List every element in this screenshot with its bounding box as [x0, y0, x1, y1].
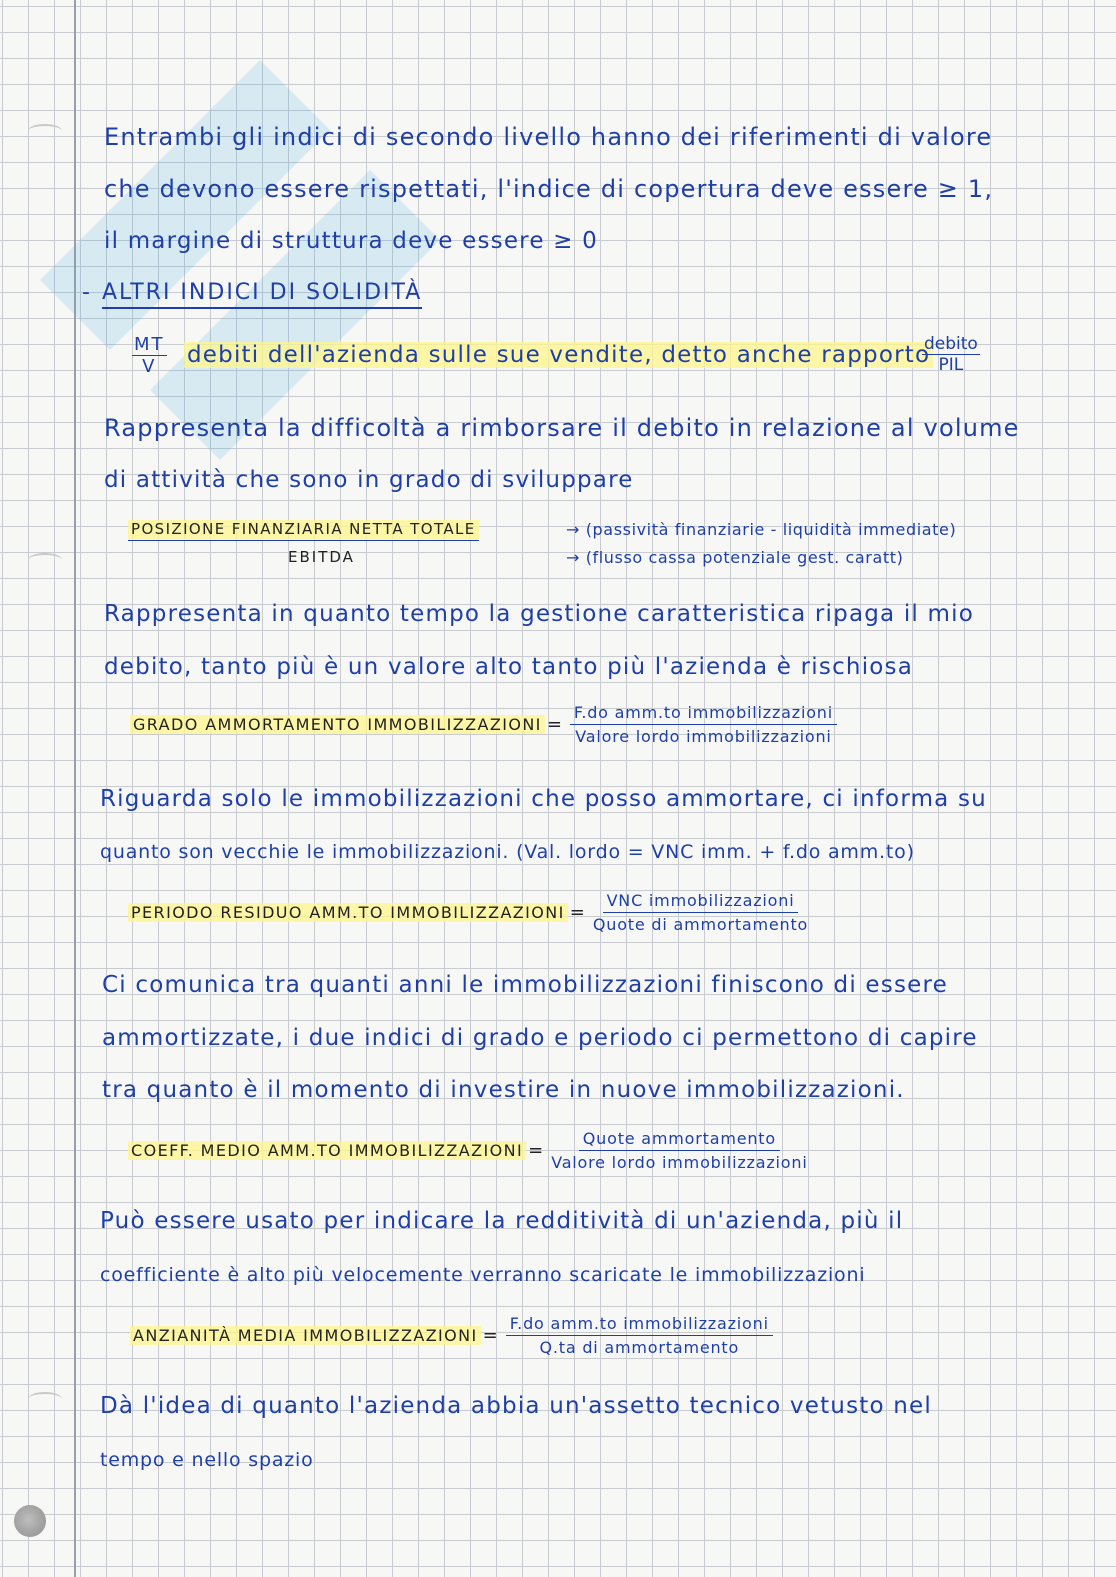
annotation-note: → (flusso cassa potenziale gest. caratt) — [566, 548, 904, 567]
heading-dash: - — [82, 280, 92, 305]
highlighted-text: debiti dell'azienda sulle sue vendite, detto anche rapporto — [184, 342, 933, 368]
punch-hole — [14, 1505, 46, 1537]
text-line — [184, 342, 933, 368]
text-line: Entrambi gli indici di secondo livello hanno dei riferimenti di valore — [104, 123, 993, 151]
fraction-denominator: Quote di ammortamento — [592, 915, 809, 934]
formula-label: COEFF. MEDIO AMM.TO IMMOBILIZZAZIONI — [128, 1141, 526, 1160]
fraction-denominator: V — [142, 356, 157, 377]
text-line: Riguarda solo le immobilizzazioni che posso ammortare, ci informa su — [100, 786, 987, 812]
formula-label: GRADO AMMORTAMENTO IMMOBILIZZAZIONI — [130, 715, 545, 734]
equals-sign: = — [546, 714, 562, 735]
text-line: Dà l'idea di quanto l'azienda abbia un'assetto tecnico vetusto nel — [100, 1393, 932, 1419]
heading-title: ALTRI INDICI DI SOLIDITÀ — [102, 280, 422, 309]
formula-label: PERIODO RESIDUO AMM.TO IMMOBILIZZAZIONI — [128, 903, 568, 922]
text-line: ammortizzate, i due indici di grado e periodo ci permettono di capire — [102, 1025, 978, 1051]
fraction-numerator: debito — [924, 334, 978, 354]
text-line: Ci comunica tra quanti anni le immobilizzazioni finiscono di essere — [102, 972, 949, 998]
formula-pfn-denominator: EBITDA — [288, 548, 355, 566]
fraction-numerator: F.do amm.to immobilizzazioni — [570, 703, 837, 725]
text-line: che devono essere rispettati, l'indice di copertura deve essere ≥ 1, — [104, 175, 994, 203]
formula-coeff-medio — [128, 1129, 808, 1172]
annotation-note: → (passività finanziarie - liquidità immediate) — [566, 520, 957, 539]
section-heading — [82, 280, 422, 305]
text-line: tempo e nello spazio — [100, 1449, 314, 1471]
formula-anzianita-media — [130, 1314, 773, 1357]
equals-sign: = — [482, 1325, 498, 1346]
fraction-debito-pil — [922, 334, 980, 375]
text-line: Rappresenta la difficoltà a rimborsare il debito in relazione al volume — [104, 414, 1020, 442]
text-line: quanto son vecchie le immobilizzazioni. (Val. lordo = VNC imm. + f.do amm.to) — [100, 841, 915, 863]
text-line: debito, tanto più è un valore alto tanto più l'azienda è rischiosa — [104, 654, 914, 680]
fraction-mt-v — [132, 334, 167, 377]
fraction-numerator: Quote ammortamento — [579, 1129, 780, 1151]
text-line: Può essere usato per indicare la redditività di un'azienda, più il — [100, 1208, 904, 1234]
margin-line — [74, 0, 76, 1577]
text-line: di attività che sono in grado di sviluppare — [104, 467, 634, 493]
formula-grado-ammortamento — [130, 703, 837, 746]
fraction-denominator: Valore lordo immobilizzazioni — [575, 727, 832, 746]
fraction-numerator: MT — [134, 334, 165, 355]
formula-label: ANZIANITÀ MEDIA IMMOBILIZZAZIONI — [130, 1326, 481, 1345]
fraction-denominator: Q.ta di ammortamento — [539, 1338, 740, 1357]
binder-hole-mark — [28, 1392, 62, 1406]
fraction-numerator: VNC immobilizzazioni — [603, 891, 799, 913]
fraction-denominator: Valore lordo immobilizzazioni — [551, 1153, 808, 1172]
text-line: tra quanto è il momento di investire in nuove immobilizzazioni. — [102, 1077, 905, 1103]
text-line: Rappresenta in quanto tempo la gestione caratteristica ripaga il mio — [104, 601, 975, 627]
text-line: coefficiente è alto più velocemente verranno scaricate le immobilizzazioni — [100, 1264, 866, 1286]
equals-sign: = — [528, 1140, 544, 1161]
binder-hole-mark — [28, 124, 62, 138]
equals-sign: = — [569, 902, 585, 923]
text-line: il margine di struttura deve essere ≥ 0 — [104, 228, 598, 254]
fraction-numerator: POSIZIONE FINANZIARIA NETTA TOTALE — [128, 520, 479, 541]
fraction-numerator: F.do amm.to immobilizzazioni — [506, 1314, 773, 1336]
binder-hole-mark — [28, 553, 62, 567]
formula-periodo-residuo — [128, 891, 808, 934]
fraction-denominator: PIL — [938, 355, 964, 375]
formula-pfn-numerator — [128, 520, 479, 538]
